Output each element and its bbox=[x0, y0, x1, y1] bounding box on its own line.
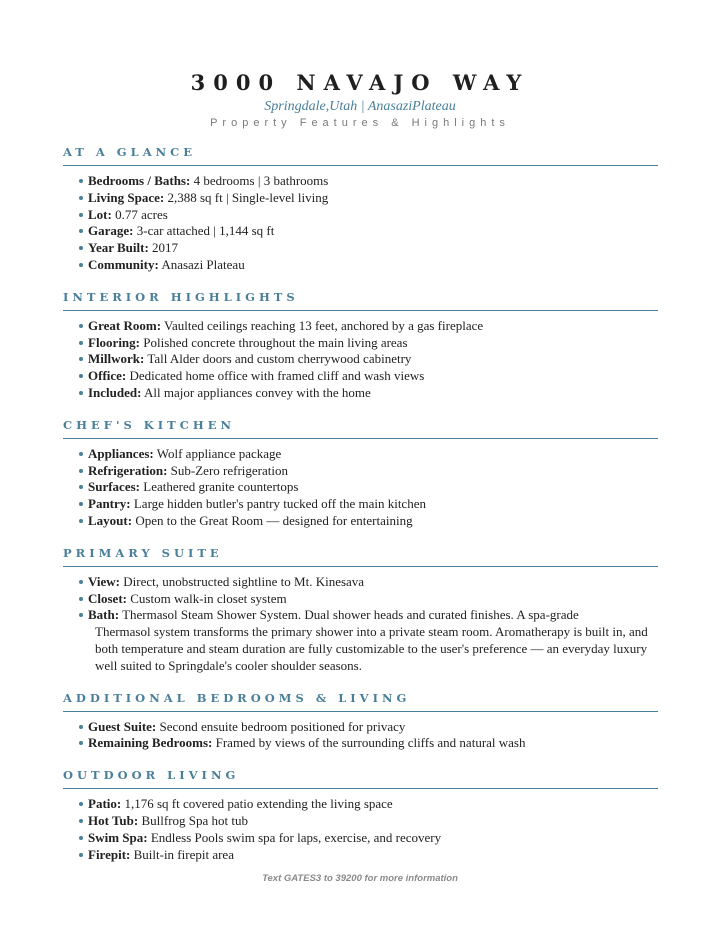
list-item bbox=[79, 574, 658, 591]
item-text: 4 bedrooms | 3 bathrooms bbox=[190, 173, 329, 188]
item-text: Vaulted ceilings reaching 13 feet, anchored by a gas fireplace bbox=[161, 317, 484, 333]
item-text: Wolf appliance package bbox=[153, 445, 282, 461]
item-text: 3-car attached | 1,144 sq ft bbox=[133, 223, 275, 239]
list-item bbox=[79, 479, 658, 496]
item-label: Living Space: bbox=[88, 189, 165, 205]
list-item bbox=[79, 463, 658, 480]
feature-list bbox=[63, 318, 658, 402]
item-label: Bath: bbox=[88, 607, 120, 623]
list-item bbox=[79, 318, 658, 335]
item-text: Sub-Zero refrigeration bbox=[167, 462, 288, 478]
feature-list bbox=[63, 173, 658, 274]
item-text: Leathered granite countertops bbox=[140, 479, 299, 495]
item-label: Office: bbox=[88, 368, 127, 384]
document-tagline: Property Features & Highlights bbox=[210, 117, 510, 129]
item-label: Remaining Bedrooms: bbox=[88, 735, 213, 751]
section-heading: OUTDOOR LIVING bbox=[63, 768, 658, 789]
item-text: Anasazi Plateau bbox=[158, 256, 245, 272]
list-item bbox=[79, 813, 658, 830]
item-label: Garage: bbox=[88, 223, 134, 239]
section-heading: CHEF'S KITCHEN bbox=[63, 418, 658, 439]
item-label: Flooring: bbox=[88, 334, 140, 350]
item-label: Pantry: bbox=[88, 496, 131, 512]
property-title: 3000 NAVAJO WAY bbox=[190, 70, 530, 95]
item-label: Surfaces: bbox=[88, 479, 140, 495]
list-item bbox=[79, 796, 658, 813]
list-item bbox=[79, 207, 658, 224]
list-item bbox=[79, 240, 658, 257]
list-item bbox=[79, 735, 658, 752]
feature-list bbox=[63, 796, 658, 863]
section-additional-bedrooms bbox=[63, 691, 658, 753]
list-item bbox=[79, 446, 658, 463]
item-label: Refrigeration: bbox=[88, 462, 168, 478]
item-text: 2017 bbox=[148, 240, 179, 256]
item-text: Custom walk-in closet system bbox=[127, 590, 287, 606]
item-text: 1,176 sq ft covered patio extending the living space bbox=[121, 796, 393, 812]
list-item bbox=[79, 496, 658, 513]
item-text: Dedicated home office with framed cliff and wash views bbox=[126, 368, 425, 384]
item-label: Firepit: bbox=[88, 846, 131, 862]
list-item bbox=[79, 513, 658, 530]
item-text: Endless Pools swim spa for laps, exercise, and recovery bbox=[147, 829, 442, 845]
item-label: Included: bbox=[88, 384, 142, 400]
list-item bbox=[79, 368, 658, 385]
item-text: Built-in firepit area bbox=[130, 846, 234, 862]
item-text: Thermasol Steam Shower System. Dual shower heads and curated finishes. A spa-grade bbox=[119, 607, 579, 623]
item-text: 0.77 acres bbox=[111, 206, 168, 222]
item-label: Millwork: bbox=[88, 351, 145, 367]
list-item bbox=[79, 351, 658, 368]
list-item bbox=[79, 335, 658, 352]
item-label: Community: bbox=[88, 256, 159, 272]
item-text: Bullfrog Spa hot tub bbox=[138, 812, 249, 828]
document-header bbox=[0, 70, 720, 129]
list-item bbox=[79, 385, 658, 402]
item-text: Large hidden butler's pantry tucked off the main kitchen bbox=[130, 496, 426, 512]
feature-list bbox=[63, 574, 658, 624]
item-label: Year Built: bbox=[88, 240, 149, 256]
list-item bbox=[79, 257, 658, 274]
list-item bbox=[79, 173, 658, 190]
item-label: Closet: bbox=[88, 590, 127, 606]
item-text: All major appliances convey with the home bbox=[141, 384, 371, 400]
section-heading: INTERIOR HIGHLIGHTS bbox=[63, 290, 658, 311]
item-label: Layout: bbox=[88, 512, 133, 528]
item-label: Hot Tub: bbox=[88, 812, 139, 828]
item-text: Tall Alder doors and custom cherrywood cabinetry bbox=[144, 351, 412, 367]
list-item bbox=[79, 847, 658, 864]
list-item bbox=[79, 719, 658, 736]
property-location: Springdale,Utah | AnasaziPlateau bbox=[264, 99, 456, 114]
list-item bbox=[79, 830, 658, 847]
section-interior-highlights bbox=[63, 290, 658, 402]
feature-list bbox=[63, 719, 658, 753]
list-item bbox=[79, 591, 658, 608]
section-heading: PRIMARY SUITE bbox=[63, 546, 658, 567]
item-text: 2,388 sq ft | Single-level living bbox=[164, 189, 329, 205]
item-label: View: bbox=[88, 573, 121, 589]
section-chefs-kitchen bbox=[63, 418, 658, 530]
document-body bbox=[63, 145, 658, 879]
section-heading: ADDITIONAL BEDROOMS & LIVING bbox=[63, 691, 658, 712]
item-text: Second ensuite bedroom positioned for privacy bbox=[156, 718, 406, 734]
list-item bbox=[79, 607, 658, 624]
section-outdoor-living bbox=[63, 768, 658, 863]
item-label: Appliances: bbox=[88, 445, 154, 461]
bath-description-continued: Thermasol system transforms the primary shower into a private steam room. Aromatherapy is built in, and both temperature and steam duration are fully customizable to the user's preference — an everyday luxury well suited to Springdale's cooler shoulder seasons. bbox=[95, 624, 648, 673]
feature-list bbox=[63, 446, 658, 530]
item-label: Great Room: bbox=[88, 317, 162, 333]
item-text: Framed by views of the surrounding cliffs and natural wash bbox=[212, 735, 526, 751]
item-label: Lot: bbox=[88, 206, 112, 222]
item-label: Patio: bbox=[88, 796, 122, 812]
list-item bbox=[79, 223, 658, 240]
list-item bbox=[79, 190, 658, 207]
item-text: Polished concrete throughout the main living areas bbox=[140, 334, 408, 350]
item-text: Open to the Great Room — designed for entertaining bbox=[132, 512, 413, 528]
item-label: Swim Spa: bbox=[88, 829, 148, 845]
item-label: Guest Suite: bbox=[88, 718, 157, 734]
section-at-a-glance bbox=[63, 145, 658, 274]
section-heading: AT A GLANCE bbox=[63, 145, 658, 166]
item-label: Bedrooms / Baths: bbox=[88, 173, 191, 188]
item-text: Direct, unobstructed sightline to Mt. Kinesava bbox=[120, 573, 365, 589]
footer-note: Text GATES3 to 39200 for more information bbox=[262, 873, 458, 884]
section-primary-suite bbox=[63, 546, 658, 675]
